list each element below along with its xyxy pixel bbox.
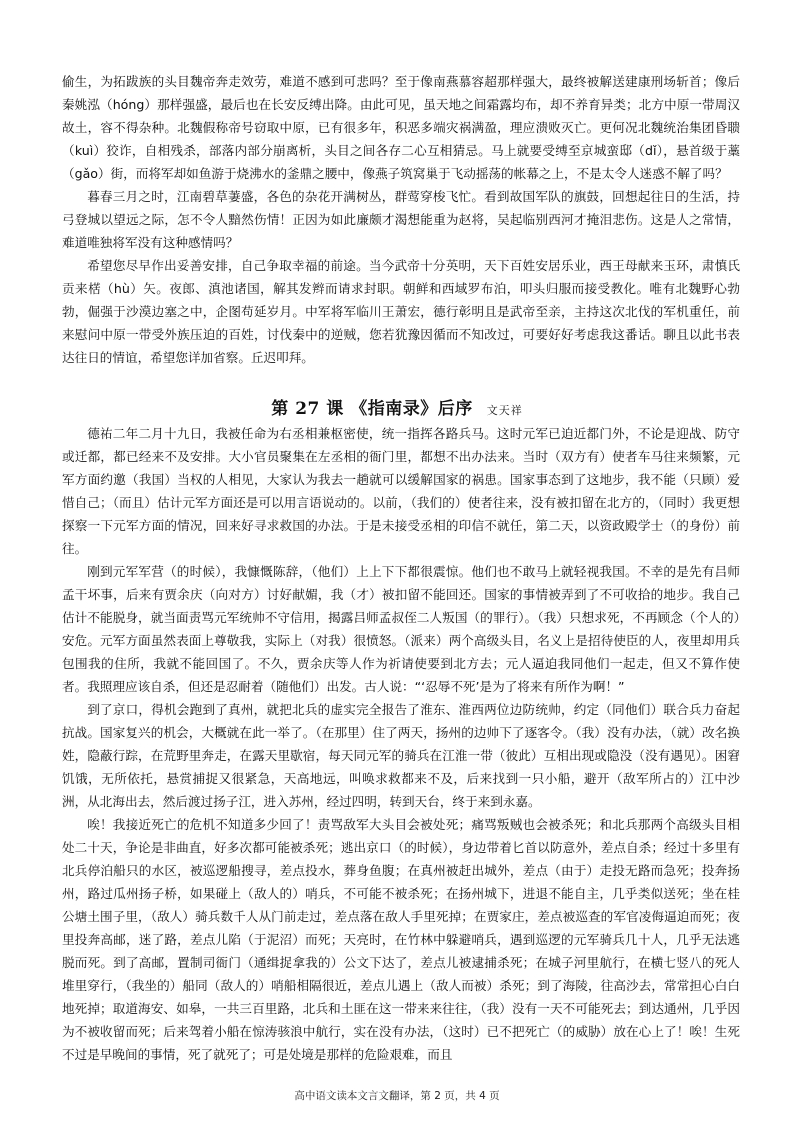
translation-paragraph-4: 唉！我接近死亡的危机不知道多少回了！责骂敌军大头目会被处死；痛骂叛贼也会被杀死；和北兵那两个高级头目相处二十天，争论是非曲直，好多次都可能被杀死；逃出京口（的时候），身边带着匕首以防意外，差点自杀；经过十多里有北兵停泊船只的水区，被巡逻船搜寻，差点投水，葬身鱼腹；在真州被赶出城外，差点（由于）走投无路而急死；投奔扬州，路过瓜州扬子桥，如果碰上（敌人的）哨兵，不可能不被杀死；在扬州城下，进退不能自主，几乎类似送死；坐在桂公塘土围子里，（敌人）骑兵数千人从门前走过，差点落在敌人手里死掉；在贾家庄，差点被巡查的军官凌侮逼迫而死；夜里投奔高邮，迷了路，差点儿陷（于泥沼）而死；天亮时，在竹林中躲避哨兵，遇到巡逻的元军骑兵几十人，几乎无法逃脱而死。到了高邮，置制司衙门（通缉捉拿我的）公文下达了，差点儿被逮捕杀死；在城子河里航行，在横七竖八的死人堆里穿行，（我坐的）船同（敌人的）哨船相隔很近，差点儿遇上（敌人而被）杀死；到了海陵，往高沙去，常常担心白白地死掉；取道海安、如皋，一共三百里路，北兵和土匪在这一带来来往往，（我）没有一天不可能死去；到达通州，几乎因为不被收留而死；后来驾着小船在惊涛骇浪中航行，实在没有办法，（这时）已不把死亡（的威胁）放在心上了！唉！生死不过是早晚间的事情，死了就死了；可是处境是那样的危险艰难，而且 <box>62 817 740 1062</box>
translation-paragraph-1: 德祐二年二月十九日，我被任命为右丞相兼枢密使，统一指挥各路兵马。这时元军已迫近都门外，不论是迎战、防守或迁都，都已经来不及安排。大小官员聚集在左丞相的衙门里，都想不出办法来。当时（双方有）使者车马往来频繁，元军方面约邀（我国）当权的人相见，大家认为我去一趟就可以缓解国家的祸患。国家事态到了这地步，我不能（只顾）爱惜自己；（而且）估计元军方面还是可以用言语说动的。以前，（我们的）使者往来，没有被扣留在北方的，（同时）我更想探察一下元军方面的情况，回来好寻求救国的办法。于是未接受丞相的印信不就任，第二天，以资政殿学士（的身份）前往。 <box>62 426 740 556</box>
lesson-author: 文天祥 <box>486 404 523 417</box>
letter-paragraph-2: 暮春三月之时，江南碧草萋盛，各色的杂花开满树丛，群莺穿梭飞忙。看到故国军队的旗鼓，回想起往日的生活，持弓登城以望远之际，怎不令人黯然伤情！正因为如此廉颇才渴想能重为赵将，吴起临别西河才掩泪悲伤。这是人之常情，难道唯独将军没有这种感情吗？ <box>62 189 740 250</box>
translation-paragraph-3: 到了京口，得机会跑到了真州，就把北兵的虚实完全报告了淮东、淮西两位边防统帅，约定（同他们）联合兵力奋起抗战。国家复兴的机会，大概就在此一举了。（在那里）住了两天，扬州的边帅下了逐客令。（我）没有办法，（就）改名换姓，隐蔽行踪，在荒野里奔走，在露天里歇宿，每天同元军的骑兵在江淮一带（彼此）互相出现或隐没（没有遇见）。困窘饥饿，无所依托，悬赏捕捉又很紧急，天高地远，叫唤求救都来不及，后来找到一只小船，避开（敌军所占的）江中沙洲，从北海出去，然后渡过扬子江，进入苏州，经过四明，转到天台，终于来到永嘉。 <box>62 702 740 809</box>
translation-body <box>62 422 740 1066</box>
page-footer: 高中语文读本文言文翻译，第 2 页，共 4 页 <box>294 1090 500 1102</box>
lesson-title: 第 27 课 《指南录》后序 <box>271 399 473 419</box>
letter-paragraph-3: 希望您尽早作出妥善安排，自己争取幸福的前途。当今武帝十分英明，天下百姓安居乐业，西王母献来玉环，肃慎氏贡来楛（hù）矢。夜郎、滇池诸国，解其发辫而请求封职。朝鲜和西域罗布泊，叩头归服而接受教化。唯有北魏野心勃勃，倔强于沙漠边塞之中，企图苟延岁月。中军将军临川王萧宏，德行彰明且是武帝至亲，主持这次北伐的军机重任，前来慰问中原一带受外族压迫的百姓，讨伐秦中的逆贼，您若犹豫因循而不知改过，可要好好考虑我这番话。聊且以此书表达往日的情谊，希望您详加省察。丘迟叩拜。 <box>62 258 740 365</box>
lesson-heading <box>0 394 794 419</box>
letter-paragraph-1: 偷生，为拓跋族的头目魏帝奔走效劳，难道不感到可悲吗？至于像南燕慕容超那样强大，最终被解送建康刑场斩首；像后秦姚泓（hóng）那样强盛，最后也在长安反缚出降。由此可见，虽天地之间霜露均布，却不养育异类；北方中原一带周汉故土，容不得杂种。北魏假称帝号窃取中原，已有很多年，积恶多端灾祸满盈，理应溃败灭亡。更何况北魏统治集团昏聩（kuì）狡诈，自相残杀，部落内部分崩离析，头目之间各存二心互相猜忌。马上就要受缚至京城蛮邸（dǐ），悬首级于藁（gǎo）街，而将军却如鱼游于烧沸水的釜鼎之腰中，像燕子筑窝巢于飞动摇荡的帐幕之上，不是太令人迷惑不解了吗？ <box>62 74 740 181</box>
translation-paragraph-2: 刚到元军军营（的时候），我慷慨陈辞，（他们）上上下下都很震惊。他们也不敢马上就轻视我国。不幸的是先有吕师孟干坏事，后来有贾余庆（向对方）讨好献媚，我（才）被扣留不能回还。国家的事情被弄到了不可收拾的地步。我自己估计不能脱身，就当面责骂元军统帅不守信用，揭露吕师孟叔侄二人叛国（的罪行）。（我）只想求死，不再顾念（个人的）安危。元军方面虽然表面上尊敬我，实际上（对我）很愤怒。（派来）两个高级头目，名义上是招待使臣的人，夜里却用兵包围我的住所，我就不能回国了。不久，贾余庆等人作为祈请使要到北方去；元人逼迫我同他们一起走，但又不算作使者。我照理应该自杀，但还是忍耐着（随他们）出发。古人说：“‘忍辱不死’是为了将来有所作为啊！” <box>62 564 740 694</box>
letter-continuation <box>62 70 740 369</box>
